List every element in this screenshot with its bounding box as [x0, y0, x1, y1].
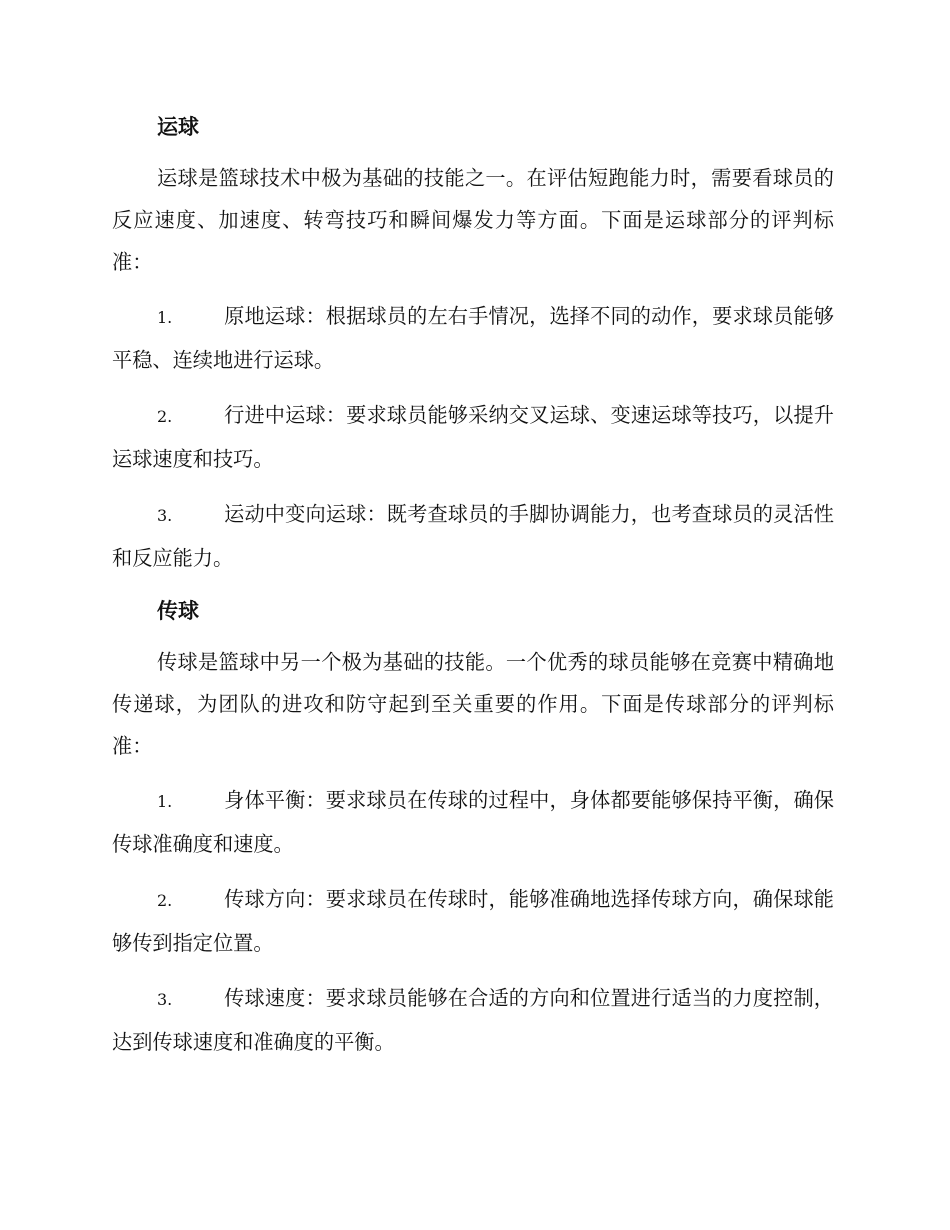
- list-number: 2.: [157, 407, 173, 426]
- list-text: 原地运球：根据球员的左右手情况，选择不同的动作，要求球员能够平稳、连续地进行运球。: [112, 304, 834, 372]
- list-number: 1.: [157, 792, 173, 811]
- list-text: 运动中变向运球：既考查球员的手脚协调能力，也考查球员的灵活性和反应能力。: [112, 502, 834, 570]
- list-item: [112, 394, 834, 480]
- document-body: [112, 108, 834, 1076]
- list-text: 传球方向：要求球员在传球时，能够准确地选择传球方向，确保球能够传到指定位置。: [112, 887, 834, 955]
- section-dribbling: [112, 108, 834, 579]
- list-item: [112, 493, 834, 579]
- section-heading: 运球: [157, 115, 199, 139]
- list-number: 1.: [157, 308, 173, 327]
- list-number: 3.: [157, 990, 173, 1009]
- list-number: 2.: [157, 891, 173, 910]
- section-heading: 传球: [157, 599, 199, 623]
- section-intro: 传球是篮球中另一个极为基础的技能。一个优秀的球员能够在竞赛中精确地传递球，为团队的进攻和防守起到至关重要的作用。下面是传球部分的评判标准：: [112, 650, 834, 758]
- list-item: [112, 295, 834, 381]
- list-text: 行进中运球：要求球员能够采纳交叉运球、变速运球等技巧，以提升运球速度和技巧。: [112, 403, 834, 471]
- list-number: 3.: [157, 506, 173, 525]
- list-text: 身体平衡：要求球员在传球的过程中，身体都要能够保持平衡，确保传球准确度和速度。: [112, 788, 834, 856]
- section-passing: [112, 592, 834, 1063]
- list-item: [112, 977, 834, 1063]
- list-item: [112, 878, 834, 964]
- section-intro: 运球是篮球技术中极为基础的技能之一。在评估短跑能力时，需要看球员的反应速度、加速度、转弯技巧和瞬间爆发力等方面。下面是运球部分的评判标准：: [112, 166, 834, 274]
- list-text: 传球速度：要求球员能够在合适的方向和位置进行适当的力度控制，达到传球速度和准确度的平衡。: [112, 986, 834, 1054]
- list-item: [112, 779, 834, 865]
